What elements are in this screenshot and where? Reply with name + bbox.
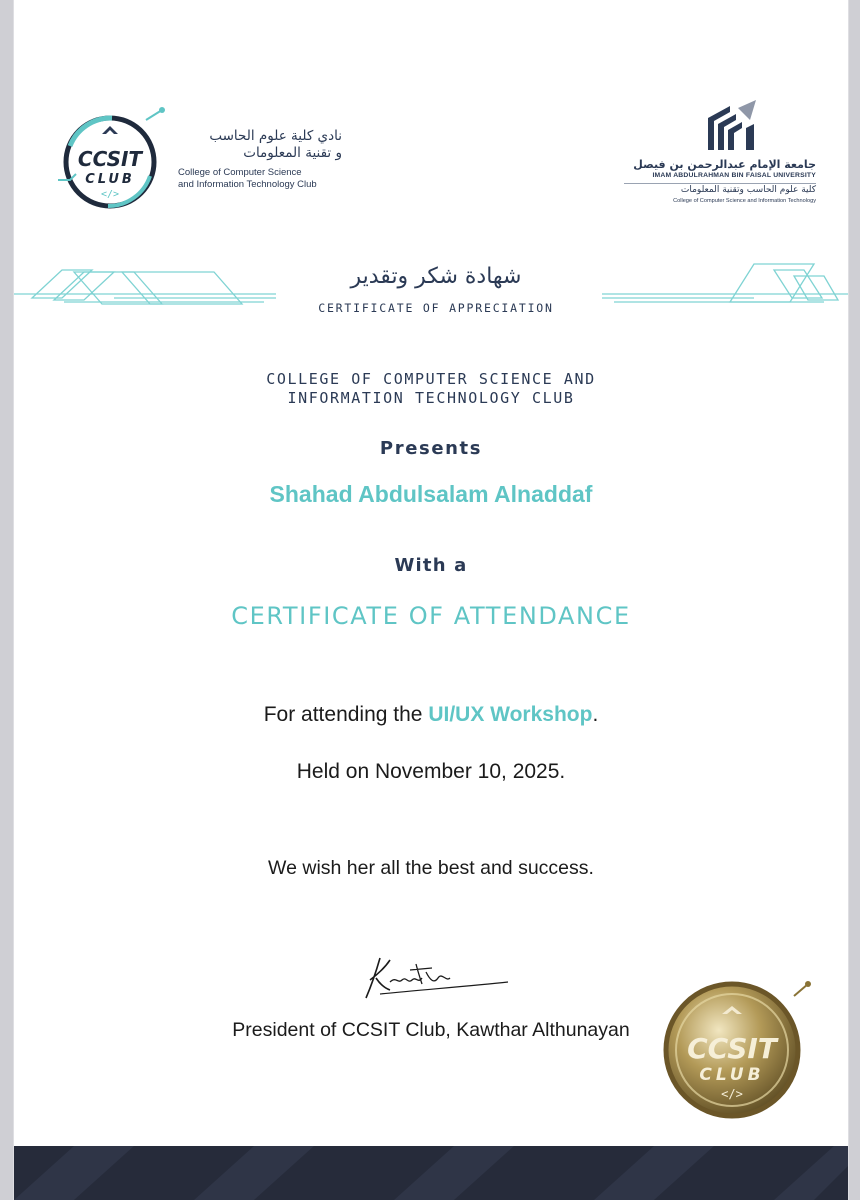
- wish-line: We wish her all the best and success.: [268, 857, 594, 879]
- ccsit-club-gold-seal: [654, 966, 814, 1126]
- badge-line1: CCSIT: [77, 147, 143, 171]
- footer-pattern: [14, 1146, 848, 1200]
- college-name-arabic: كلية علوم الحاسب وتقنية المعلومات: [624, 183, 816, 197]
- seal-line2: CLUB: [699, 1065, 765, 1085]
- university-name-block: [624, 158, 816, 205]
- ccsit-club-logo: [50, 106, 170, 218]
- college-name-english: College of Computer Science and Information Technology: [673, 198, 816, 204]
- club-name-arabic-1: نادي كلية علوم الحاسب: [209, 128, 342, 144]
- certificate-title-arabic: شهادة شكر وتقدير: [350, 264, 522, 289]
- president-line: President of CCSIT Club, Kawthar Althunayan: [232, 1019, 630, 1041]
- seal-line1: CCSIT: [687, 1032, 777, 1065]
- university-name-english: IMAM ABDULRAHMAN BIN FAISAL UNIVERSITY: [652, 172, 816, 179]
- page-left-edge: [0, 0, 14, 1200]
- seal-code: </>: [721, 1087, 743, 1101]
- issuer-line-2: INFORMATION TECHNOLOGY CLUB: [287, 389, 575, 407]
- badge-code: </>: [100, 189, 120, 200]
- club-name-block: [178, 128, 353, 190]
- issuer-line-1: COLLEGE OF COMPUTER SCIENCE AND: [266, 370, 596, 388]
- signature-image: [350, 948, 510, 1006]
- footer-bar: [14, 1146, 848, 1200]
- club-name-english-1: College of Computer Science: [178, 167, 302, 178]
- certificate-title-english: CERTIFICATE OF APPRECIATION: [318, 301, 554, 315]
- certificate-type: CERTIFICATE OF ATTENDANCE: [231, 602, 631, 630]
- with-a-label: With a: [394, 555, 468, 576]
- page-right-edge: [848, 0, 860, 1200]
- university-logo-mark: [690, 98, 770, 158]
- university-name-arabic: جامعة الإمام عبدالرحمن بن فيصل: [633, 158, 816, 171]
- issuer-name: [144, 370, 718, 408]
- attending-prefix: For attending the: [263, 703, 429, 726]
- badge-line2: CLUB: [85, 172, 135, 187]
- attending-suffix: .: [592, 703, 599, 726]
- held-on-line: Held on November 10, 2025.: [296, 760, 566, 783]
- certificate-page: [14, 0, 848, 1200]
- presents-label: Presents: [379, 438, 483, 459]
- attending-line: [14, 703, 848, 727]
- recipient-name: Shahad Abdulsalam Alnaddaf: [269, 481, 593, 507]
- club-name-english-2: and Information Technology Club: [178, 178, 317, 190]
- event-name: UI/UX Workshop: [428, 703, 593, 726]
- club-name-arabic-2: و تقنية المعلومات: [243, 145, 342, 161]
